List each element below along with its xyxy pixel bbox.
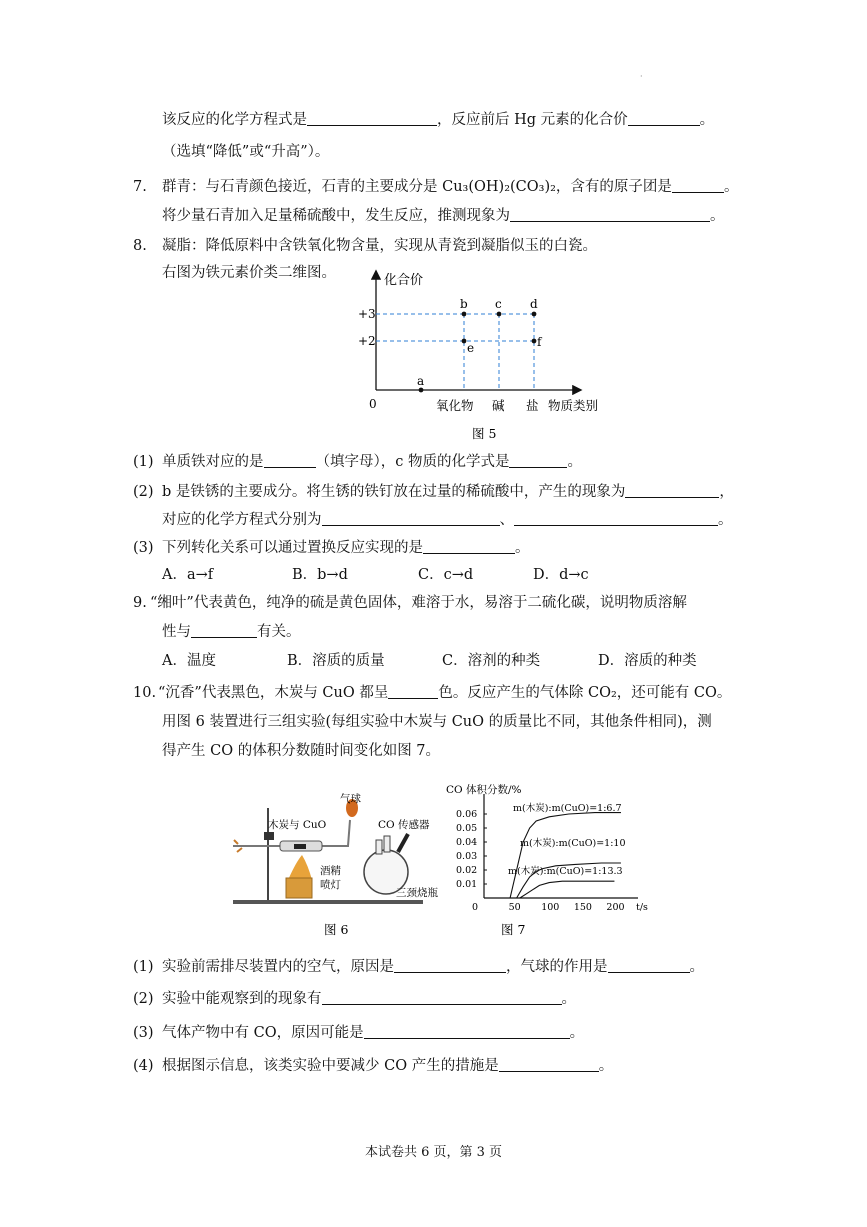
q9-number: 9. bbox=[133, 595, 147, 611]
answer-blank[interactable] bbox=[509, 452, 567, 468]
x-tick-label: 200 bbox=[606, 902, 625, 913]
answer-blank[interactable] bbox=[264, 452, 316, 468]
y-tick-label: 0.04 bbox=[456, 837, 478, 848]
q8-line1: 凝脂：降低原料中含铁氧化物含量，实现从青瓷到凝脂似玉的白瓷。 bbox=[162, 238, 597, 254]
q8-sub1: 单质铁对应的是 （填字母），c 物质的化学式是 。 bbox=[162, 454, 582, 470]
figure-caption: 图 6 bbox=[324, 922, 349, 937]
q6-line2: （选填“降低”或“升高”）。 bbox=[162, 144, 330, 160]
q8-number: 8. bbox=[133, 238, 147, 254]
q7-number: 7. bbox=[133, 179, 147, 195]
q10-line2: 用图 6 装置进行三组实验(每组实验中木炭与 CuO 的质量比不同，其他条件相同)，测 bbox=[162, 714, 712, 730]
x-tick-label: 150 bbox=[573, 902, 592, 913]
figure-caption: 图 5 bbox=[472, 426, 497, 441]
point-label: b bbox=[460, 297, 468, 311]
q8-line2: 右图为铁元素价类二维图。 bbox=[162, 265, 336, 281]
q10-line1: “沉香”代表黑色，木炭与 CuO 都呈 色。反应产生的气体除 CO₂，还可能有 CO。 bbox=[158, 685, 732, 701]
q10-sub1: 实验前需排尽装置内的空气，原因是 ，气球的作用是 。 bbox=[162, 959, 704, 975]
q10-sub1-number: (1) bbox=[133, 959, 154, 975]
option-c[interactable]: C．溶剂的种类 bbox=[442, 653, 541, 669]
option-a[interactable]: A．温度 bbox=[162, 653, 216, 669]
point-label: f bbox=[537, 335, 542, 349]
answer-blank[interactable] bbox=[307, 110, 437, 126]
x-tick-label: 碱 bbox=[492, 398, 505, 413]
q7-line1: 群青：与石青颜色接近，石青的主要成分是 Cu₃(OH)₂(CO₃)₂，含有的原子团是 。 bbox=[162, 179, 739, 195]
y-tick-label: 0.01 bbox=[456, 879, 478, 890]
q7-line2: 将少量石青加入足量稀硫酸中，发生反应，推测现象为 。 bbox=[162, 208, 725, 224]
co-sensor-icon bbox=[398, 834, 408, 852]
option-b[interactable]: B．溶质的质量 bbox=[287, 653, 385, 669]
answer-blank[interactable] bbox=[608, 957, 690, 973]
origin-label: 0 bbox=[369, 397, 377, 411]
x-axis-title: t/s bbox=[636, 902, 648, 913]
option-b[interactable]: B．b→d bbox=[292, 567, 348, 583]
y-tick-label: 0.03 bbox=[456, 851, 478, 862]
answer-blank[interactable] bbox=[672, 177, 724, 193]
y-tick-label: 0.05 bbox=[456, 823, 478, 834]
point-label: c bbox=[495, 297, 502, 311]
answer-blank[interactable] bbox=[628, 110, 700, 126]
q10-sub2: 实验中能观察到的现象有 。 bbox=[162, 991, 576, 1007]
q10-sub3: 气体产物中有 CO，原因可能是 。 bbox=[162, 1025, 585, 1041]
flame-icon bbox=[288, 855, 312, 880]
q8-sub3-number: (3) bbox=[133, 540, 154, 556]
label: CO 传感器 bbox=[378, 819, 430, 831]
q10-sub4: 根据图示信息，该类实验中要减少 CO 产生的措施是 。 bbox=[162, 1058, 614, 1074]
option-d[interactable]: D．溶质的种类 bbox=[598, 653, 697, 669]
q8-sub2-line1: b 是铁锈的主要成分。将生锈的铁钉放在过量的稀硫酸中，产生的现象为 ， bbox=[162, 484, 734, 500]
point-label: d bbox=[530, 297, 538, 311]
x-axis-title: 物质类别 bbox=[548, 398, 599, 413]
x-tick-label: 100 bbox=[541, 902, 560, 913]
tick-label: +3 bbox=[358, 307, 376, 321]
q6-line1: 该反应的化学方程式是 ，反应前后 Hg 元素的化合价 。 bbox=[162, 112, 715, 128]
series-label: m(木炭):m(CuO)=1:13.3 bbox=[508, 866, 623, 877]
clamp bbox=[264, 832, 274, 840]
point-f bbox=[532, 339, 537, 344]
series-line bbox=[520, 881, 615, 898]
x-tick-label: 50 bbox=[508, 902, 521, 913]
option-c[interactable]: C．c→d bbox=[418, 567, 474, 583]
point-label: e bbox=[467, 341, 475, 355]
figure-6-apparatus bbox=[228, 790, 438, 940]
q9-line2: 性与 有关。 bbox=[162, 624, 301, 640]
label: 气球 bbox=[340, 793, 361, 805]
point-label: a bbox=[417, 374, 425, 388]
q10-sub4-number: (4) bbox=[133, 1058, 154, 1074]
page-footer: 本试卷共 6 页，第 3 页 bbox=[364, 1145, 503, 1160]
answer-blank[interactable] bbox=[514, 510, 718, 526]
q10-number: 10. bbox=[133, 685, 157, 701]
tube bbox=[328, 820, 350, 846]
q8-sub1-number: (1) bbox=[133, 454, 154, 470]
x-tick-label: 0 bbox=[472, 902, 479, 913]
label: 酒精 bbox=[320, 865, 341, 877]
answer-blank[interactable] bbox=[625, 482, 719, 498]
q10-sub3-number: (3) bbox=[133, 1025, 154, 1041]
option-a[interactable]: A．a→f bbox=[162, 567, 214, 583]
point-e bbox=[462, 339, 467, 344]
point-d bbox=[532, 312, 537, 317]
label: 三颈烧瓶 bbox=[396, 887, 438, 899]
figure-caption: 图 7 bbox=[501, 922, 526, 937]
y-tick-label: 0.06 bbox=[456, 809, 478, 820]
series-line bbox=[510, 813, 621, 898]
tick-label: +2 bbox=[358, 334, 376, 348]
y-axis-title: 化合价 bbox=[384, 273, 424, 288]
series-label: m(木炭):m(CuO)=1:6.7 bbox=[513, 803, 622, 814]
answer-blank[interactable] bbox=[499, 1056, 599, 1072]
y-axis-title: CO 体积分数/% bbox=[446, 784, 522, 796]
lamp bbox=[286, 878, 312, 898]
point-b bbox=[462, 312, 467, 317]
point-a bbox=[419, 388, 424, 393]
q8-sub2-number: (2) bbox=[133, 484, 154, 500]
answer-blank[interactable] bbox=[388, 683, 438, 699]
bench bbox=[233, 900, 423, 904]
answer-blank[interactable] bbox=[364, 1023, 570, 1039]
answer-blank[interactable] bbox=[510, 206, 710, 222]
flask-neck bbox=[384, 836, 390, 852]
point-c bbox=[497, 312, 502, 317]
answer-blank[interactable] bbox=[423, 538, 515, 554]
figure-7-chart bbox=[440, 780, 670, 940]
option-d[interactable]: D．d→c bbox=[533, 567, 589, 583]
x-tick-label: 盐 bbox=[526, 398, 539, 413]
q8-sub3: 下列转化关系可以通过置换反应实现的是 。 bbox=[162, 540, 530, 556]
q8-sub2-line2: 对应的化学方程式分别为 、 。 bbox=[162, 512, 733, 528]
flask-neck bbox=[376, 840, 382, 854]
figure-5-valence-diagram bbox=[350, 262, 620, 447]
q10-line3: 得产生 CO 的体积分数随时间变化如图 7。 bbox=[162, 743, 441, 759]
corner-mark: · bbox=[640, 72, 643, 81]
answer-blank[interactable] bbox=[322, 510, 500, 526]
y-tick-label: 0.02 bbox=[456, 865, 478, 876]
q10-sub2-number: (2) bbox=[133, 991, 154, 1007]
q9-line1: “缃叶”代表黄色，纯净的硫是黄色固体，难溶于水，易溶于二硫化碳，说明物质溶解 bbox=[150, 595, 687, 611]
answer-blank[interactable] bbox=[322, 989, 562, 1005]
x-tick-label: 氧化物 bbox=[436, 398, 474, 413]
label: 木炭与 CuO bbox=[268, 819, 327, 831]
sample bbox=[294, 844, 306, 849]
answer-blank[interactable] bbox=[191, 622, 257, 638]
series-label: m(木炭):m(CuO)=1:10 bbox=[520, 838, 626, 849]
label: 喷灯 bbox=[320, 879, 341, 891]
answer-blank[interactable] bbox=[394, 957, 506, 973]
